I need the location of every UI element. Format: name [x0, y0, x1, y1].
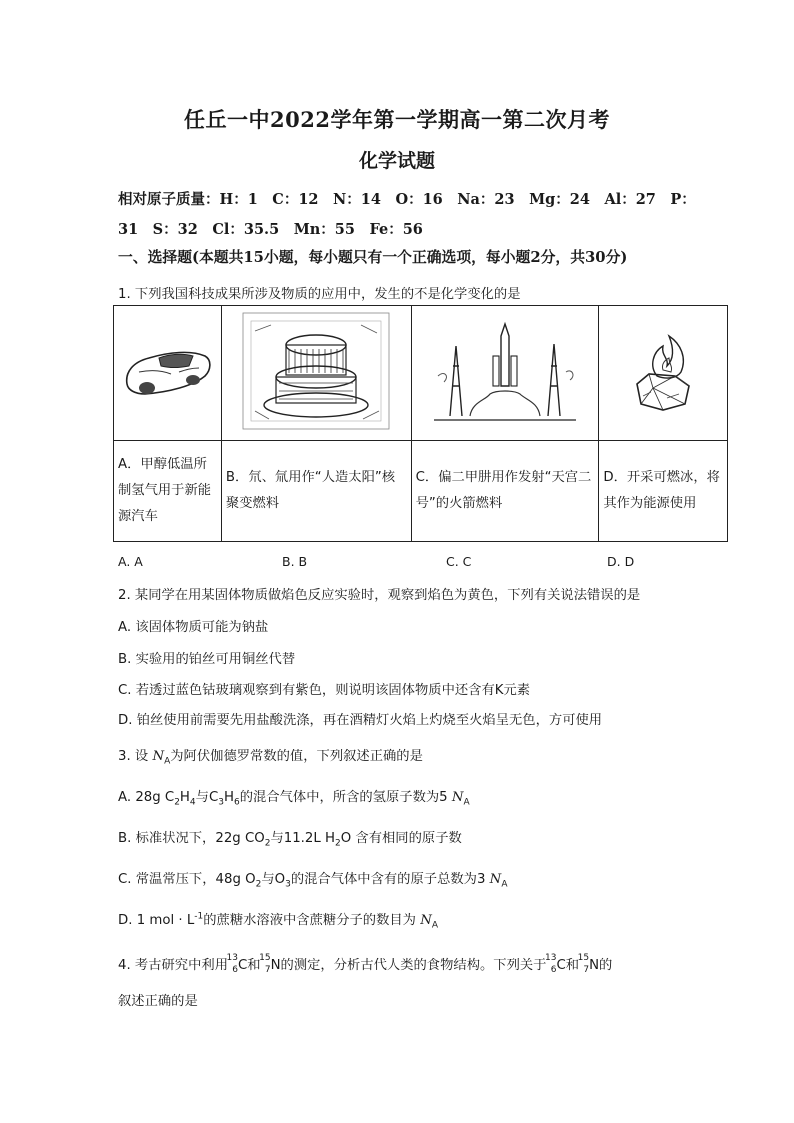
rocket-launch-image — [411, 306, 599, 441]
question-1-table — [113, 305, 728, 542]
atomic-mass-line-1: 相对原子质量：H：1 C：12 N：14 O：16 Na：23 Mg：24 Al：27 P： — [118, 191, 696, 208]
question-2-option-b: B. 实验用的铂丝可用铜丝代替 — [118, 652, 296, 667]
question-1-stem: 1. 下列我国科技成果所涉及物质的应用中，发生的不是化学变化的是 — [118, 287, 521, 302]
option-c-cell: C．偏二甲肼用作发射“天宫二号”的火箭燃料 — [411, 441, 599, 542]
section-heading: 一、选择题(本题共15小题，每小题只有一个正确选项，每小题2分，共30分) — [118, 249, 628, 266]
question-2-stem: 2. 某同学在用某固体物质做焰色反应实验时，观察到焰色为黄色，下列有关说法错误的是 — [118, 588, 641, 603]
question-3-stem: 3. 设 $N_A$为阿伏伽德罗常数的值，下列叙述正确的是 — [118, 749, 423, 767]
burning-ice-image — [599, 306, 728, 441]
question-2-option-a: A. 该固体物质可能为钠盐 — [118, 620, 269, 635]
page-subtitle: 化学试题 — [358, 150, 435, 172]
fusion-reactor-image — [221, 306, 411, 441]
question-2-option-c: C. 若透过蓝色钴玻璃观察到有紫色，则说明该固体物质中还含有K元素 — [118, 683, 531, 698]
option-d-cell: D．开采可燃冰，将其作为能源使用 — [599, 441, 728, 542]
question-2-option-d: D. 铂丝使用前需要先用盐酸洗涤，再在酒精灯火焰上灼烧至火焰呈无色，方可使用 — [118, 713, 603, 728]
choice-a: A. A — [118, 554, 143, 569]
choice-c: C. C — [446, 554, 472, 569]
question-3-option-c: C. 常温常压下，48g $O_2$与$O_3$的混合气体中含有的原子总数为3 $N_A$ — [118, 872, 508, 890]
choice-d: D. D — [607, 554, 635, 569]
atomic-mass-line-2: 31 S：32 Cl：35.5 Mn：55 Fe：56 — [118, 221, 423, 238]
choice-b: B. B — [282, 554, 308, 569]
option-b-cell: B．氘、氚用作“人造太阳”核聚变燃料 — [221, 441, 411, 542]
hydrogen-car-image — [114, 306, 222, 441]
page-title: 任丘一中2022学年第一学期高一第二次月考 — [184, 107, 610, 132]
question-4-stem: 4. 考古研究中利用 13 6 C和 15 7 N的测定，分析古代人类的食物结构。下列关于 13 6 C和 15 7 N的 — [118, 953, 613, 975]
question-4-stem-line-2: 叙述正确的是 — [118, 994, 198, 1009]
question-3-option-b: B. 标准状况下，22g $CO_2$与11.2L $H_2O$ 含有相同的原子数 — [118, 831, 462, 849]
question-3-option-d: D. 1 mol · $L^{-1}$的蔗糖水溶液中含蔗糖分子的数目为 $N_A$ — [118, 911, 439, 931]
question-3-option-a: A. 28g $C_2H_4$与$C_3H_6$的混合气体中，所含的氢原子数为5 $N_A$ — [118, 790, 470, 808]
option-a-cell: A．甲醇低温所制氢气用于新能源汽车 — [114, 441, 222, 542]
